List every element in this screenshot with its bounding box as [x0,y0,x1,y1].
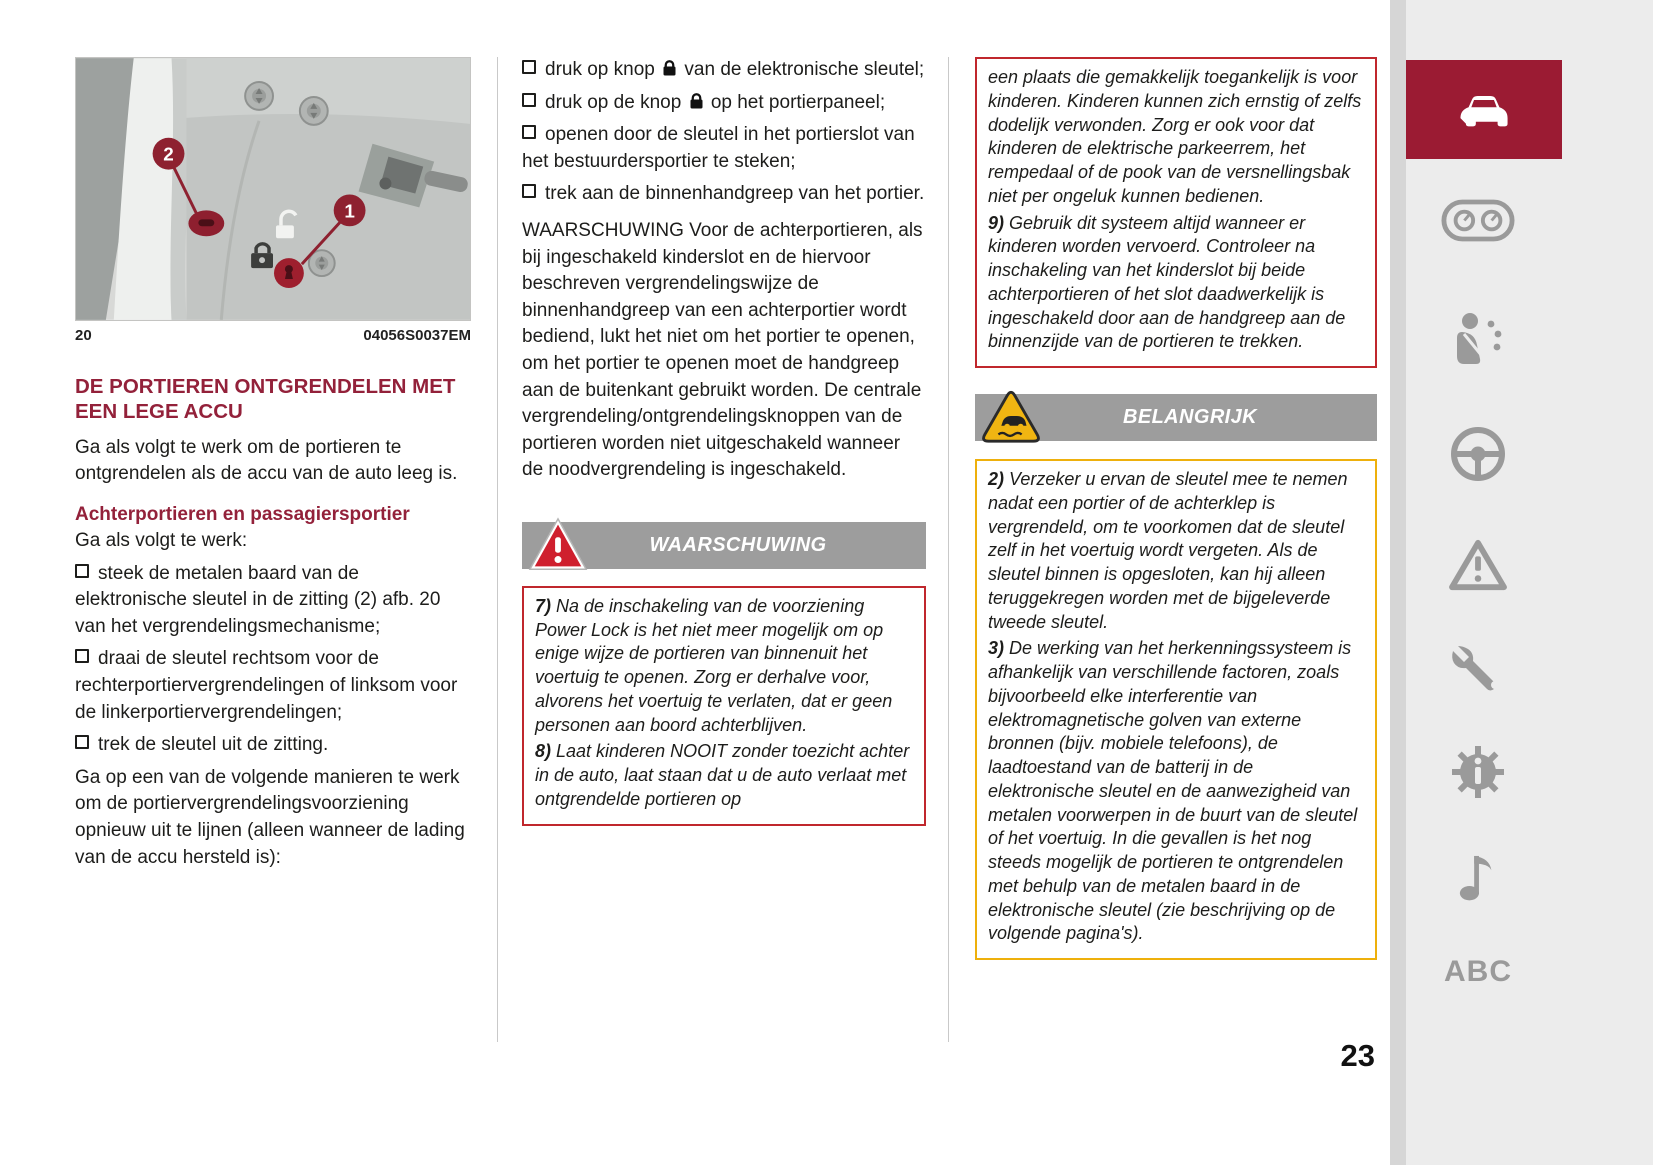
important-item [988,637,1364,946]
square-bullet-icon [522,125,536,139]
sidebar-item-driving[interactable] [1436,426,1520,482]
callout-1-label: 1 [344,201,355,223]
intro-paragraph: Ga als volgt te werk om de portieren te ontgrendelen als de accu van de auto leeg is. [75,436,458,485]
list-item [522,57,926,84]
sidebar-item-technical-data[interactable] [1436,744,1520,800]
list-item-text: openen door de sleutel in het portierslot van het bestuurdersportier te steken; [522,124,915,172]
outro-paragraph: Ga op een van de volgende manieren te werk om de portiervergrendelingsvoorziening opnieuw uit te lijnen (alleen wanneer de lading van de accu hersteld is): [75,766,465,868]
warning-item-text: Gebruik dit systeem altijd wanneer er kinderen worden vervoerd. Controleer na inschakeling van het kinderslot bij beide achterportieren of het slot daadwerkelijk is ingeschakeld door aan de handgreep aan de binnenzijde van de portieren te trekken. [988,212,1346,352]
list-item-text: trek aan de binnenhandgreep van het portier. [545,183,925,205]
important-header-title: BELANGRIJK [1122,406,1257,428]
column-middle [522,57,926,826]
warning-box-continued [975,57,1377,368]
list-item [75,561,471,641]
list-item-text: steek de metalen baard van de elektronische sleutel in de zitting (2) afb. 20 van het vergrendelingsmechanisme; [75,562,441,637]
lead-paragraph: Ga als volgt te werk: [75,530,248,551]
column-divider [497,57,498,1042]
warning-triangle-icon [527,515,589,575]
list-item-text: van de elektronische sleutel; [679,59,925,80]
column-left [75,57,471,877]
figure-caption [75,327,471,344]
sidebar-item-emergency[interactable] [1436,538,1520,592]
sidebar-item-multimedia[interactable] [1436,848,1520,904]
warning-box [522,586,926,826]
warning-item-number: 9) [988,212,1005,233]
figure-page-ref: 20 [75,327,92,344]
skid-warning-icon [980,387,1042,447]
list-item [522,90,926,117]
door-lock-photo [76,58,470,320]
important-box [975,459,1377,960]
warning-item-number: 7) [535,595,552,616]
list-item-text: druk op knop [545,59,661,80]
important-item-text: Verzeker u ervan de sleutel mee te nemen nadat een portier of de achterklep is vergrendeld, om te voorkomen dat de sleutel zelf in het voertuig wordt vergeten. Als de sleutel binnen is opgesloten, kan hij alleen teruggekregen worden met de bijgeleverde tweede sleutel. [988,469,1348,632]
column-divider [948,57,949,1042]
steering-wheel-icon [1450,426,1506,482]
warning-header-bar [522,522,926,569]
caution-paragraph: WAARSCHUWING Voor de achterportieren, als bij ingeschakeld kinderslot en de hiervoor beschreven vergrendelingswijze de binnenhandgreep van een achterportier wordt bediend, lukt het niet om het portier te openen, om het portier te openen moet de handgreep aan de buitenkant gebruikt worden. De centrale vergrendeling/ontgrendelingsknoppen van de portieren worden niet uitgeschakeld wanneer de noodvergrendeling is ingeschakeld. [522,219,923,481]
lock-icon [662,59,677,77]
page-number: 23 [1340,1038,1375,1073]
wrench-icon [1450,640,1506,696]
list-item [75,646,471,726]
section-heading: DE PORTIEREN ONTGRENDELEN MET EEN LEGE ACCU [75,375,456,424]
important-item-number: 3) [988,638,1005,659]
sidebar-item-dashboard[interactable] [1436,198,1520,243]
list-item-text: op het portierpaneel; [705,91,886,113]
important-item-text: De werking van het herkenningssysteem is afhankelijk van verschillende factoren, zoals bijvoorbeeld elke interferentie van elektromagnetische golven van externe bronnen (bijv. mobiele telefoons), de laadtoestand van de batterij in de elektronische sleutel en de aanwezigheid van metalen voorwerpen in de buurt van de sleutel of het voertuig. In die gevallen is het nog steeds mogelijk de portieren te ontgrendelen met behulp van de metalen baard in de elektronische sleutel (zie beschrijving op de volgende pagina's). [988,638,1358,944]
abc-label: ABC [1444,955,1512,988]
door-lock-figure [75,57,471,321]
sidebar-item-vehicle-active[interactable] [1406,60,1562,159]
torx-screw [300,97,328,125]
warning-header-title: WAARSCHUWING [649,533,827,556]
list-item [522,181,926,208]
callout-2-label: 2 [163,144,174,166]
dashboard-icon [1441,198,1515,243]
square-bullet-icon [75,649,89,663]
car-icon [1455,90,1513,130]
list-item [522,122,926,175]
important-header-bar [975,394,1377,441]
important-item-number: 2) [988,469,1005,489]
square-bullet-icon [75,735,89,749]
key-slot [188,210,224,236]
gear-info-icon [1450,744,1506,800]
sidebar-item-safety[interactable] [1436,310,1520,368]
warning-item-number: 8) [535,741,552,762]
torx-screw [245,82,273,110]
square-bullet-icon [522,60,536,74]
list-item-text: trek de sleutel uit de zitting. [98,734,329,756]
square-bullet-icon [75,564,89,578]
sidebar-item-maintenance[interactable] [1436,640,1520,696]
warning-item-text: Na de inschakeling van de voorziening Power Lock is het niet meer mogelijk om op enige wijze de portieren van binnenuit het voertuig te openen. Zorg er derhalve voor, alvorens het voertuig te verlaten, dat er geen personen aan boord achterblijven. [535,595,893,735]
warning-triangle-gray-icon [1448,538,1508,592]
list-item-text: draai de sleutel rechtsom voor de rechterportiervergrendelingen of linksom voor de linkerportiervergrendelingen; [75,648,458,723]
sidebar-item-index[interactable] [1436,955,1520,989]
list-item [75,732,471,759]
warning-item-text: een plaats die gemakkelijk toegankelijk is voor kinderen. Kinderen kunnen zich ernstig of zelfs dodelijk verwonden. Zorg er ook voor dat kinderen de elektrische parkeerrem, het rempedaal of de pook van de versnellingsbak niet per ongeluk kunnen bedienen. [988,67,1362,206]
list-item-text: druk op de knop [545,91,687,113]
important-item [988,468,1364,634]
square-bullet-icon [522,184,536,198]
warning-item [535,595,913,738]
safety-airbag-icon [1450,310,1506,368]
warning-item [535,740,913,811]
warning-item [988,212,1364,355]
warning-item-text: Laat kinderen NOOIT zonder toezicht achter in de auto, laat staan dat u de auto verlaat met ontgrendelde portieren op [535,741,910,809]
section-icon-sidebar [1390,0,1653,1165]
figure-code: 04056S0037EM [363,327,471,344]
square-bullet-icon [522,93,536,107]
sidebar-edge [1390,0,1406,1165]
music-note-icon [1457,848,1499,904]
lock-icon [689,92,704,110]
lock-knob [274,258,304,288]
sub-heading: Achterportieren en passagiersportier [75,504,410,525]
column-right [975,57,1377,960]
